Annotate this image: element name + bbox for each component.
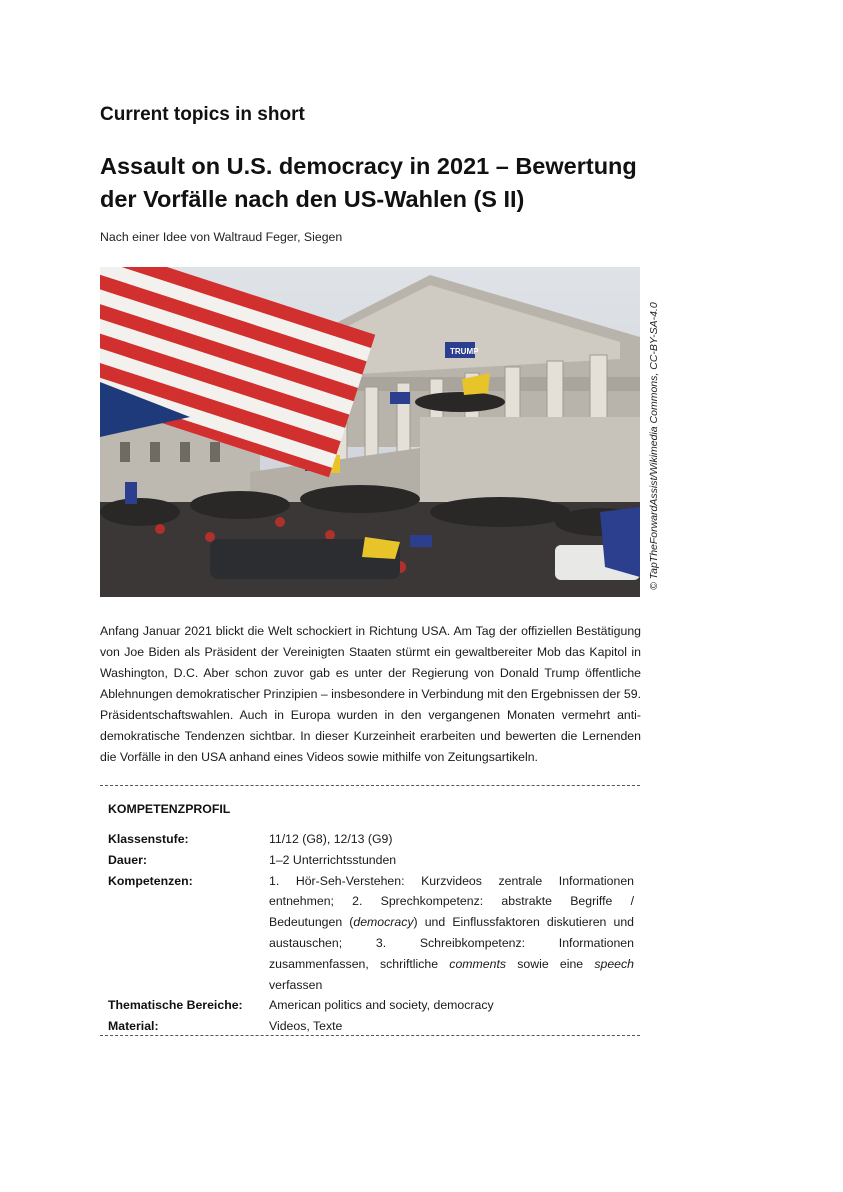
competency-text: 1. Hör-Seh-Verstehen: Kurzvideos zentrale Informationen entnehmen; 2. Sprechkompetenz: abstrakte Begriffe / Bedeutungen ( [269,873,634,930]
profile-label: Thematische Bereiche: [108,998,243,1013]
competency-text: verfassen [269,977,323,992]
profile-row-competencies [108,871,634,996]
profile-value: Videos, Texte [269,1019,343,1034]
profile-heading: KOMPETENZPROFIL [108,802,231,816]
profile-row-material [108,1016,634,1037]
intro-paragraph: Anfang Januar 2021 blickt die Welt schockiert in Richtung USA. Am Tag der offiziellen Bestätigung von Joe Biden als Präsident der Vereinigten Staaten stürmt ein gewaltbereiter Mob das Kapitol in Washington, D.C. Aber schon zuvor gab es unter der Regierung von Donald Trump öffentliche Ablehnungen demokratischer Prinzipien – insbesondere in Verbindung mit den Ergebnissen der 59. Präsidentschaftswahlen. Auch in Europa wurden in den vergangenen Monaten vermehrt anti-demokratische Tendenzen sichtbar. In dieser Kurzeinheit erarbeiten und bewerten die Lernenden die Vorfälle in den USA anhand eines Videos sowie mithilfe von Zeitungsartikeln. [100,624,641,764]
competency-profile [108,799,634,1037]
competency-term: comments [449,956,507,971]
divider-bottom [100,1035,640,1036]
image-credit: © TapTheForwardAssist/Wikimedia Commons, CC-BY-SA-4.0 [648,302,660,590]
profile-label: Dauer: [108,852,147,867]
competency-text: sowie eine [506,956,595,971]
capitol-photo-drawing [100,267,640,597]
profile-value [269,871,634,996]
competency-term: democracy [353,915,414,930]
byline: Nach einer Idee von Waltraud Feger, Siegen [100,230,343,244]
profile-label: Kompetenzen: [108,873,193,888]
profile-row-duration [108,850,634,871]
profile-label: Material: [108,1019,159,1034]
divider-top [100,785,640,786]
competency-term: speech [594,956,634,971]
profile-label: Klassenstufe: [108,832,189,846]
page-title: Assault on U.S. democracy in 2021 – Bewertung der Vorfälle nach den US-Wahlen (S II) [100,153,637,212]
section-label: Current topics in short [100,104,305,125]
profile-value: American politics and society, democracy [269,998,494,1013]
profile-value: 11/12 (G8), 12/13 (G9) [269,832,393,846]
profile-row-topics [108,995,634,1016]
competency-text: ) und Einflussfaktoren diskutieren und austauschen; 3. Schreibkompetenz: Informationen zusammenfassen, schriftliche [269,915,634,971]
capitol-photo [100,267,640,597]
profile-value: 1–2 Unterrichtsstunden [269,852,397,867]
trump-flag-text: TRUMP [450,347,479,356]
profile-row-grade [108,829,634,850]
